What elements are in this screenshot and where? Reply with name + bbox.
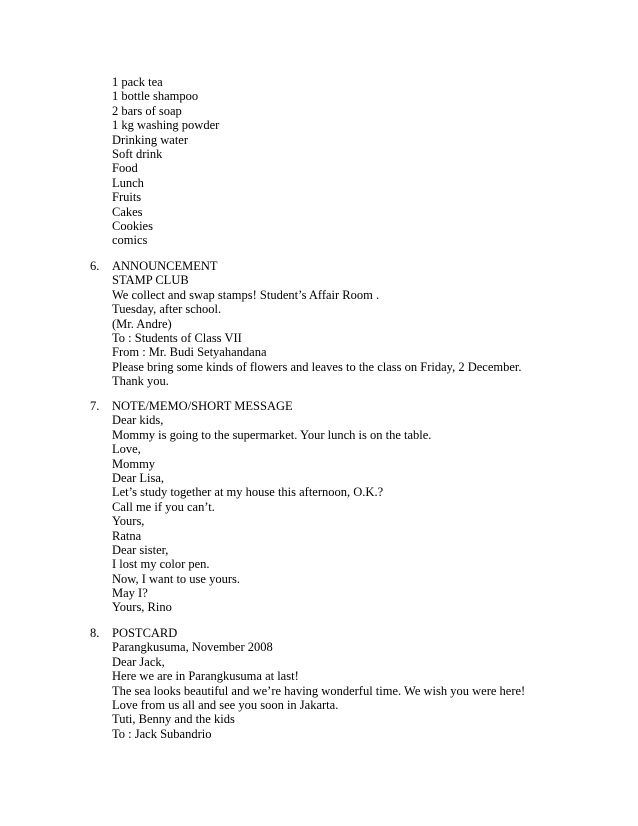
section-number: 7. xyxy=(90,399,100,413)
section-line: Yours, xyxy=(112,514,145,529)
section-note-memo xyxy=(112,399,612,615)
section-line: Thank you. xyxy=(112,374,169,389)
list-item: Fruits xyxy=(112,190,142,205)
section-line: Please bring some kinds of flowers and leaves to the class on Friday, 2 December. xyxy=(112,359,522,374)
section-line: Tuti, Benny and the kids xyxy=(112,712,235,727)
list-item: comics xyxy=(112,233,148,248)
section-line: We collect and swap stamps! Student’s Affair Room . xyxy=(112,287,380,302)
section-line: Now, I want to use yours. xyxy=(112,571,240,586)
list-item: Lunch xyxy=(112,175,144,190)
section-line: Love from us all and see you soon in Jakarta. xyxy=(112,697,339,712)
section-line: Call me if you can’t. xyxy=(112,499,215,514)
list-item: Drinking water xyxy=(112,132,189,147)
section-line: Let’s study together at my house this afternoon, O.K.? xyxy=(112,485,384,500)
section-line: (Mr. Andre) xyxy=(112,316,172,331)
section-line: Mommy is going to the supermarket. Your lunch is on the table. xyxy=(112,427,432,442)
section-postcard xyxy=(112,626,612,741)
section-line: To : Students of Class VII xyxy=(112,330,242,345)
list-item: 1 bottle shampoo xyxy=(112,89,199,104)
shopping-list xyxy=(112,75,612,248)
section-line: Yours, Rino xyxy=(112,600,172,615)
section-line: Mommy xyxy=(112,456,156,471)
section-heading: NOTE/MEMO/SHORT MESSAGE xyxy=(112,399,293,413)
list-item: Cookies xyxy=(112,218,153,233)
section-line: Dear Lisa, xyxy=(112,470,165,485)
section-number: 8. xyxy=(90,626,100,640)
section-line: STAMP CLUB xyxy=(112,273,189,288)
section-line: I lost my color pen. xyxy=(112,557,210,572)
section-line: The sea looks beautiful and we’re having wonderful time. We wish you were here! xyxy=(112,683,526,698)
section-announcement xyxy=(112,259,612,389)
section-line: May I? xyxy=(112,586,148,601)
list-item: Soft drink xyxy=(112,146,163,161)
list-item: 1 pack tea xyxy=(112,75,163,89)
section-line: Love, xyxy=(112,442,141,457)
section-line: Dear sister, xyxy=(112,542,169,557)
list-item: 2 bars of soap xyxy=(112,103,182,118)
section-line: Dear Jack, xyxy=(112,654,165,669)
section-line: Here we are in Parangkusuma at last! xyxy=(112,669,299,684)
section-number: 6. xyxy=(90,259,100,273)
section-heading: POSTCARD xyxy=(112,626,178,640)
section-line: Parangkusuma, November 2008 xyxy=(112,640,273,655)
section-line: From : Mr. Budi Setyahandana xyxy=(112,345,267,360)
list-item: Food xyxy=(112,161,138,176)
section-line: Ratna xyxy=(112,528,142,543)
section-heading: ANNOUNCEMENT xyxy=(112,259,218,273)
section-line: To : Jack Subandrio xyxy=(112,726,212,741)
list-item: Cakes xyxy=(112,204,143,219)
section-line: Dear kids, xyxy=(112,413,164,428)
list-item: 1 kg washing powder xyxy=(112,118,220,133)
section-line: Tuesday, after school. xyxy=(112,302,222,317)
